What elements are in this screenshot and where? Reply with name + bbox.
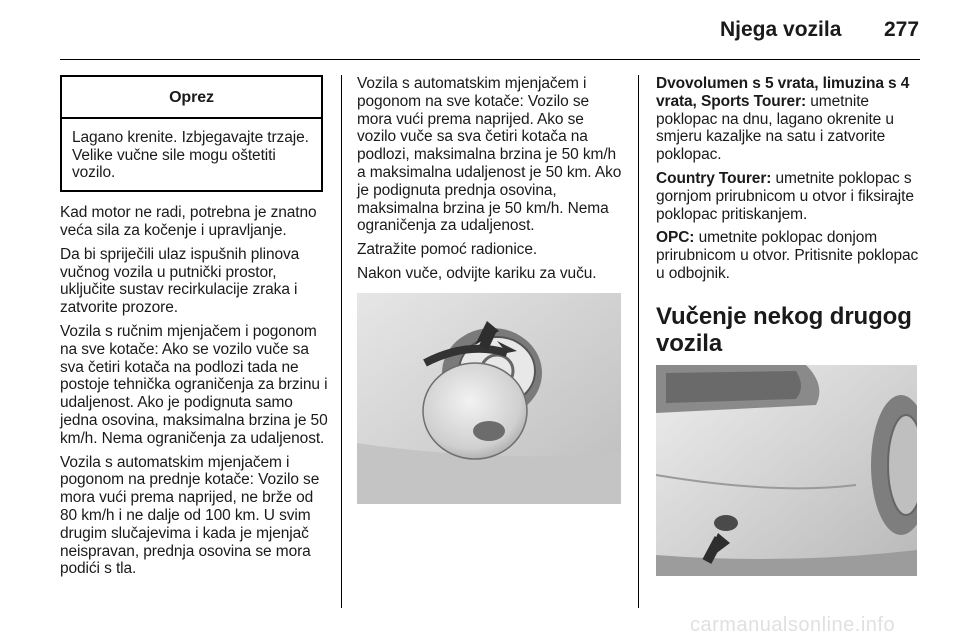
caution-title: Oprez bbox=[62, 77, 321, 119]
rear-bumper-illustration bbox=[656, 365, 917, 576]
caution-text: Lagano krenite. Izbjegavajte trzaje. Velike vučne sile mogu oštetiti vozilo. bbox=[72, 128, 309, 182]
caution-box bbox=[60, 75, 323, 192]
bold-label: Dvovolumen s 5 vrata, limuzina s 4 vrata, Sports Tourer: bbox=[656, 75, 910, 110]
paragraph: Vozila s automatskim mjenjačem i pogonom na prednje kotače: Vozilo se mora vući prema naprijed, ne brže od 80 km/h i ne dalje od 100 km. U svim drugim slučajevima i kada je mjenjač neispravan, prednja osovina se mora podići s tla. bbox=[60, 453, 320, 578]
paragraph bbox=[656, 229, 922, 282]
page-number: 277 bbox=[884, 18, 920, 41]
header-rule bbox=[60, 59, 920, 60]
paragraph: Vozila s ručnim mjenjačem i pogonom na sve kotače: Ako se vozilo vuče sa sva četiri kotača na podlozi tada ne postoje tehnička ograničenja za brzinu i udaljenost. Ako je podignuta samo jedna osovina, maksimalna brzina je 50 km/h. Nema ograničenja za udaljenost. bbox=[60, 322, 328, 447]
watermark: carmanualsonline.info bbox=[690, 614, 896, 636]
section-heading: Vučenje nekog drugog vozila bbox=[656, 302, 912, 357]
paragraph: Zatražite pomoć radionice. bbox=[357, 241, 538, 259]
paragraph: Kad motor ne radi, potrebna je znatno veća sila za kočenje i upravljanje. bbox=[60, 204, 317, 239]
tow-eye-cover-illustration bbox=[357, 293, 621, 504]
paragraph bbox=[656, 75, 922, 164]
paragraph: Da bi spriječili ulaz ispušnih plinova vučnog vozila u putnički prostor, uključite sustav recirkulacije zraka i zatvorite prozore. bbox=[60, 245, 300, 317]
paragraph-text: umetnite poklopac donjom prirubnicom u otvor. Pritisnite poklopac u odbojnik. bbox=[656, 229, 919, 282]
paragraph-text: umetnite poklopac na dnu, lagano okrenite u smjeru kazaljke na satu i zatvorite poklopac. bbox=[656, 92, 894, 164]
paragraph bbox=[656, 170, 922, 223]
paragraph: Nakon vuče, odvijte kariku za vuču. bbox=[357, 264, 597, 282]
column-divider-1 bbox=[341, 75, 342, 608]
column-1 bbox=[60, 75, 328, 584]
bold-label: Country Tourer: bbox=[656, 169, 772, 187]
bold-label: OPC: bbox=[656, 229, 695, 247]
column-2 bbox=[357, 75, 625, 504]
paragraph-text: umetnite poklopac s gornjom prirubnicom u otvor i fiksirajte poklopac pritiskanjem. bbox=[656, 169, 914, 223]
column-3 bbox=[656, 75, 922, 576]
paragraph: Vozila s automatskim mjenjačem i pogonom na sve kotače: Vozilo se mora vući prema naprijed. Ako se vozilo vuče sa sva četiri kotača na podlozi, maksimalna brzina je 50 km/h a maksimalna udaljenost je 50 km. Ako je podignuta prednja osovina, maksimalna brzina je 50 km/h. Nema ograničenja za udaljenost. bbox=[357, 75, 622, 235]
column-divider-2 bbox=[638, 75, 639, 608]
chapter-title: Njega vozila bbox=[720, 18, 842, 41]
